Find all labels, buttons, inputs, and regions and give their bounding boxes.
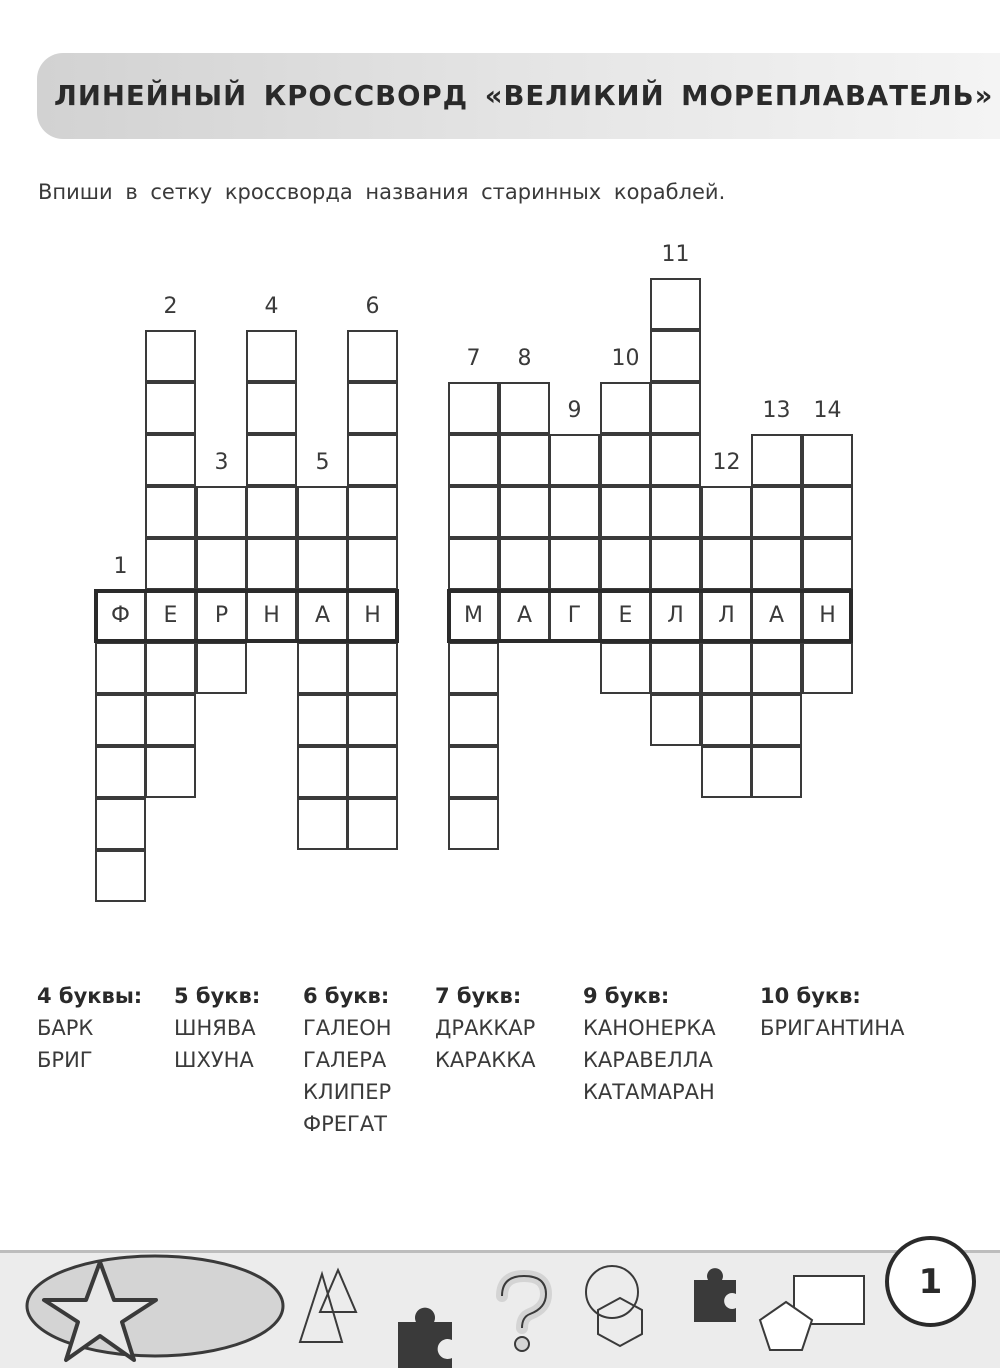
crossword-cell[interactable]: [650, 486, 701, 538]
crossword-cell[interactable]: [751, 642, 802, 694]
clue-number: 3: [214, 450, 229, 475]
crossword-cell[interactable]: [802, 434, 853, 486]
crossword-cell[interactable]: [549, 486, 600, 538]
crossword-cell[interactable]: [347, 434, 398, 486]
answer-letter: Л: [718, 603, 735, 628]
crossword-cell[interactable]: [499, 486, 550, 538]
clue-number: 12: [712, 450, 741, 475]
word-group-heading: 9 букв:: [583, 984, 670, 1008]
crossword-cell[interactable]: [751, 486, 802, 538]
clue-number: 4: [264, 294, 279, 319]
answer-letter: А: [314, 603, 331, 628]
crossword-cell[interactable]: [145, 382, 196, 434]
word-group-0: [37, 980, 142, 1076]
crossword-cell[interactable]: [701, 538, 752, 590]
answer-letter: А: [516, 603, 533, 628]
word-group-heading: 10 букв:: [760, 984, 861, 1008]
crossword-cell[interactable]: [448, 434, 499, 486]
crossword-cell[interactable]: [499, 538, 550, 590]
puzzle-piece-icon: [694, 1268, 736, 1322]
clue-number: 7: [466, 346, 481, 371]
word-group-1: [174, 980, 260, 1076]
clue-number: 8: [517, 346, 532, 371]
crossword-cell[interactable]: [549, 434, 600, 486]
crossword-cell[interactable]: [802, 538, 853, 590]
crossword-cell[interactable]: [751, 746, 802, 798]
word-list-item: БАРК: [37, 1016, 94, 1040]
crossword-cell[interactable]: [347, 798, 398, 850]
crossword-cell[interactable]: [448, 694, 499, 746]
crossword-cell[interactable]: [297, 538, 348, 590]
word-list-item: ДРАККАР: [435, 1016, 536, 1040]
crossword-cell[interactable]: [701, 746, 752, 798]
clue-number: 10: [611, 346, 640, 371]
word-list-item: КЛИПЕР: [303, 1080, 392, 1104]
clue-number: 13: [762, 398, 791, 423]
crossword-cell[interactable]: [650, 434, 701, 486]
footer-decoration: [0, 1250, 1000, 1368]
word-list-item: ГАЛЕРА: [303, 1048, 387, 1072]
crossword-cell[interactable]: [145, 434, 196, 486]
word-list-item: ФРЕГАТ: [303, 1112, 388, 1136]
crossword-cell[interactable]: [347, 642, 398, 694]
crossword-cell[interactable]: [701, 486, 752, 538]
crossword-cell[interactable]: [650, 538, 701, 590]
crossword-cell[interactable]: [145, 642, 196, 694]
clue-number: 2: [163, 294, 178, 319]
clue-number: 5: [315, 450, 330, 475]
star-icon: [27, 1256, 283, 1360]
answer-letter: М: [464, 603, 483, 628]
crossword-cell[interactable]: [701, 642, 752, 694]
crossword-cell[interactable]: [650, 278, 701, 330]
answer-letter: Н: [263, 603, 280, 628]
word-list-item: КАНОНЕРКА: [583, 1016, 716, 1040]
crossword-cell[interactable]: [751, 434, 802, 486]
crossword-cell[interactable]: [751, 694, 802, 746]
word-list-item: ШХУНА: [174, 1048, 254, 1072]
word-group-2: [303, 980, 392, 1140]
word-list-item: КАРАВЕЛЛА: [583, 1048, 713, 1072]
crossword-cell[interactable]: [145, 486, 196, 538]
page-number: 1: [885, 1236, 976, 1327]
crossword-cell[interactable]: [650, 382, 701, 434]
crossword-cell[interactable]: [347, 694, 398, 746]
question-mark-icon: [502, 1276, 546, 1351]
answer-letter: Н: [364, 603, 381, 628]
crossword-cell[interactable]: [347, 486, 398, 538]
crossword-cell[interactable]: [95, 642, 146, 694]
crossword-cell[interactable]: [95, 798, 146, 850]
crossword-cell[interactable]: [196, 538, 247, 590]
word-group-heading: 4 буквы:: [37, 984, 143, 1008]
word-list-item: ГАЛЕОН: [303, 1016, 392, 1040]
crossword-cell[interactable]: [297, 798, 348, 850]
word-list-item: КАРАККА: [435, 1048, 536, 1072]
crossword-cell[interactable]: [196, 486, 247, 538]
crossword-cell[interactable]: [448, 538, 499, 590]
answer-letter: Н: [819, 603, 836, 628]
answer-letter: Ф: [111, 603, 130, 628]
clue-number: 6: [365, 294, 380, 319]
crossword-cell[interactable]: [297, 642, 348, 694]
word-group-heading: 7 букв:: [435, 984, 522, 1008]
crossword-cell[interactable]: [448, 798, 499, 850]
crossword-cell[interactable]: [95, 850, 146, 902]
crossword-cell[interactable]: [650, 330, 701, 382]
crossword-cell[interactable]: [246, 382, 297, 434]
crossword-cell[interactable]: [802, 642, 853, 694]
crossword-cell[interactable]: [95, 694, 146, 746]
crossword-cell[interactable]: [448, 746, 499, 798]
crossword-cell[interactable]: [246, 538, 297, 590]
word-list-item: КАТАМАРАН: [583, 1080, 715, 1104]
answer-frame-second-word: [447, 589, 853, 643]
clue-number: 9: [567, 398, 582, 423]
crossword-cell[interactable]: [600, 642, 651, 694]
crossword-cell[interactable]: [448, 486, 499, 538]
word-group-heading: 6 букв:: [303, 984, 390, 1008]
crossword-cell[interactable]: [246, 330, 297, 382]
crossword-cell[interactable]: [802, 486, 853, 538]
page-title: ЛИНЕЙНЫЙ КРОССВОРД «ВЕЛИКИЙ МОРЕПЛАВАТЕЛЬ»: [54, 80, 994, 112]
crossword-cell[interactable]: [297, 746, 348, 798]
word-list-item: БРИГ: [37, 1048, 93, 1072]
clue-number: 1: [113, 554, 128, 579]
answer-letter: А: [768, 603, 785, 628]
crossword-cell[interactable]: [347, 538, 398, 590]
crossword-cell[interactable]: [448, 642, 499, 694]
crossword-cell[interactable]: [499, 434, 550, 486]
answer-frame-first-word: [94, 589, 399, 643]
crossword-cell[interactable]: [347, 382, 398, 434]
crossword-cell[interactable]: [145, 694, 196, 746]
crossword-cell[interactable]: [297, 486, 348, 538]
crossword-cell[interactable]: [297, 694, 348, 746]
crossword-cell[interactable]: [751, 538, 802, 590]
crossword-cell[interactable]: [701, 694, 752, 746]
crossword-cell[interactable]: [650, 694, 701, 746]
word-group-5: [760, 980, 904, 1044]
crossword-cell[interactable]: [650, 642, 701, 694]
answer-letter: Р: [214, 603, 229, 628]
crossword-cell[interactable]: [145, 746, 196, 798]
answer-letter: Е: [163, 603, 178, 628]
crossword-cell[interactable]: [347, 746, 398, 798]
crossword-cell[interactable]: [145, 538, 196, 590]
crossword-cell[interactable]: [600, 434, 651, 486]
crossword-cell[interactable]: [246, 434, 297, 486]
word-list-item: БРИГАНТИНА: [760, 1016, 905, 1040]
crossword-cell[interactable]: [600, 538, 651, 590]
crossword-cell[interactable]: [196, 642, 247, 694]
clue-number: 11: [661, 242, 690, 267]
answer-letter: Л: [667, 603, 684, 628]
circle-icon: [586, 1266, 638, 1318]
word-group-heading: 5 букв:: [174, 984, 261, 1008]
answer-letter: Е: [618, 603, 633, 628]
crossword-cell[interactable]: [600, 486, 651, 538]
crossword-cell[interactable]: [347, 330, 398, 382]
crossword-cell[interactable]: [499, 382, 550, 434]
crossword-cell[interactable]: [448, 382, 499, 434]
crossword-cell[interactable]: [95, 746, 146, 798]
word-group-3: [435, 980, 536, 1076]
answer-letter: Г: [567, 603, 582, 628]
crossword-cell[interactable]: [145, 330, 196, 382]
triangle-icon: [300, 1270, 356, 1342]
word-group-4: [583, 980, 716, 1108]
crossword-cell[interactable]: [246, 486, 297, 538]
crossword-cell[interactable]: [600, 382, 651, 434]
crossword-cell[interactable]: [549, 538, 600, 590]
clue-number: 14: [813, 398, 842, 423]
puzzle-icon: [398, 1308, 452, 1368]
word-list-item: ШНЯВА: [174, 1016, 256, 1040]
instruction-text: Впиши в сетку кроссворда названия старинных кораблей.: [38, 180, 726, 204]
